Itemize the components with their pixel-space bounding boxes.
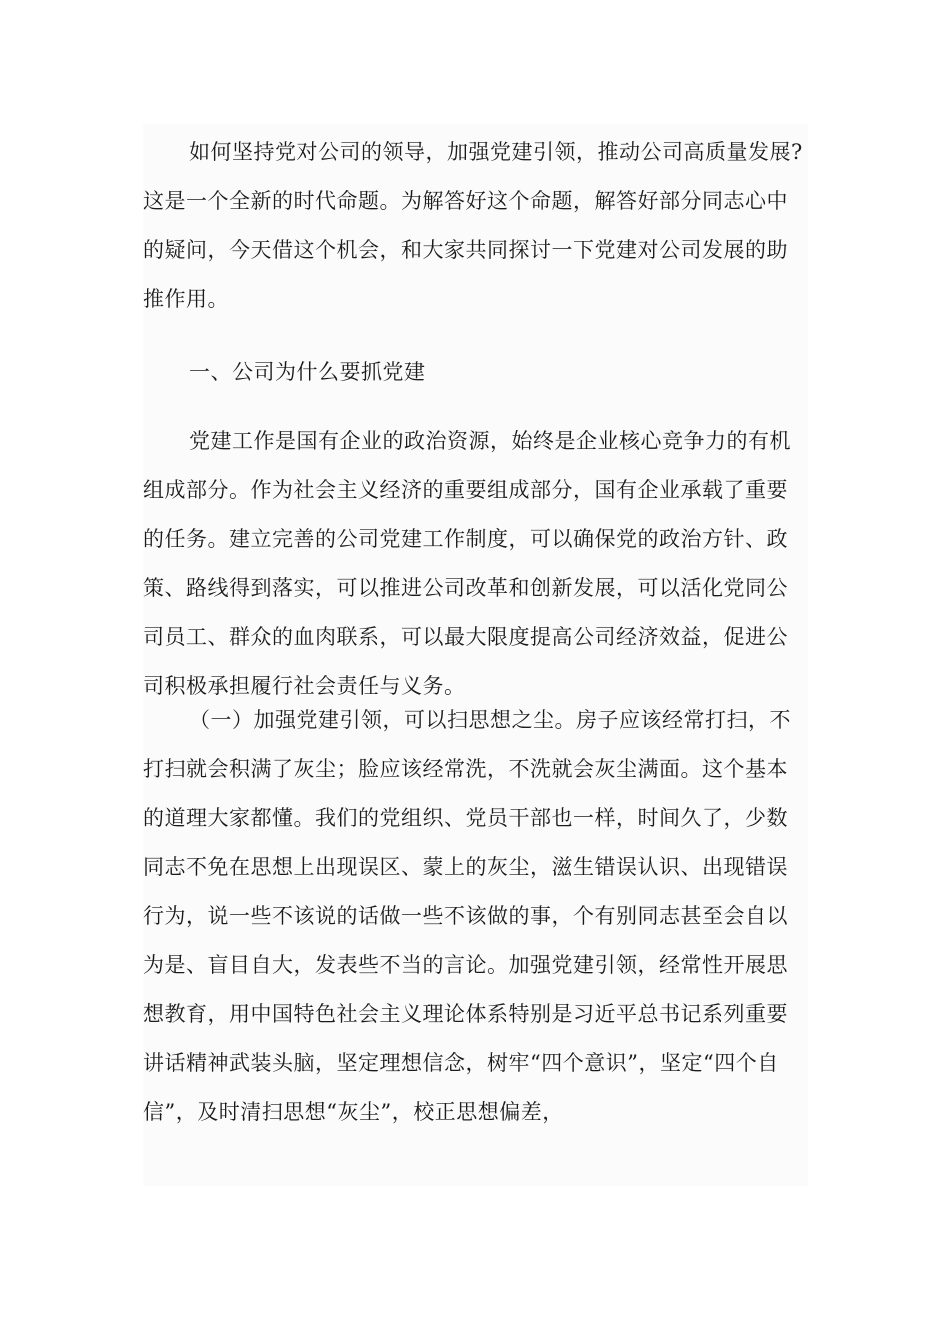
body-paragraph: 党建工作是国有企业的政治资源，始终是企业核心竞争力的有机组成部分。作为社会主义经济的重要组成部分，国有企业承载了重要的任务。建立完善的公司党建工作制度，可以确保党的政治方针、政策、路线得到落实，可以推进公司改革和创新发展，可以活化党同公司员工、群众的血肉联系，可以最大限度提高公司经济效益，促进公司积极承担履行社会责任与义务。 bbox=[143, 429, 791, 698]
intro-paragraph: 如何坚持党对公司的领导，加强党建引领，推动公司高质量发展?这是一个全新的时代命题。为解答好这个命题，解答好部分同志心中的疑问，今天借这个机会，和大家共同探讨一下党建对公司发展的助推作用。 bbox=[143, 140, 803, 311]
document-body bbox=[143, 124, 808, 1186]
section-heading: 一、公司为什么要抓党建 bbox=[189, 360, 426, 384]
subsection-paragraph: （一）加强党建引领，可以扫思想之尘。房子应该经常打扫，不打扫就会积满了灰尘；脸应该经常洗，不洗就会灰尘满面。这个基本的道理大家都懂。我们的党组织、党员干部也一样，时间久了，少数同志不免在思想上出现误区、蒙上的灰尘，滋生错误认识、出现错误行为，说一些不该说的话做一些不该做的事，个有别同志甚至会自以为是、盲目自大，发表些不当的言论。加强党建引领，经常性开展思想教育，用中国特色社会主义理论体系特别是习近平总书记系列重要讲话精神武装头脑，坚定理想信念，树牢“四个意识”，坚定“四个自信”，及时清扫思想“灰尘”，校正思想偏差， bbox=[143, 708, 791, 1124]
